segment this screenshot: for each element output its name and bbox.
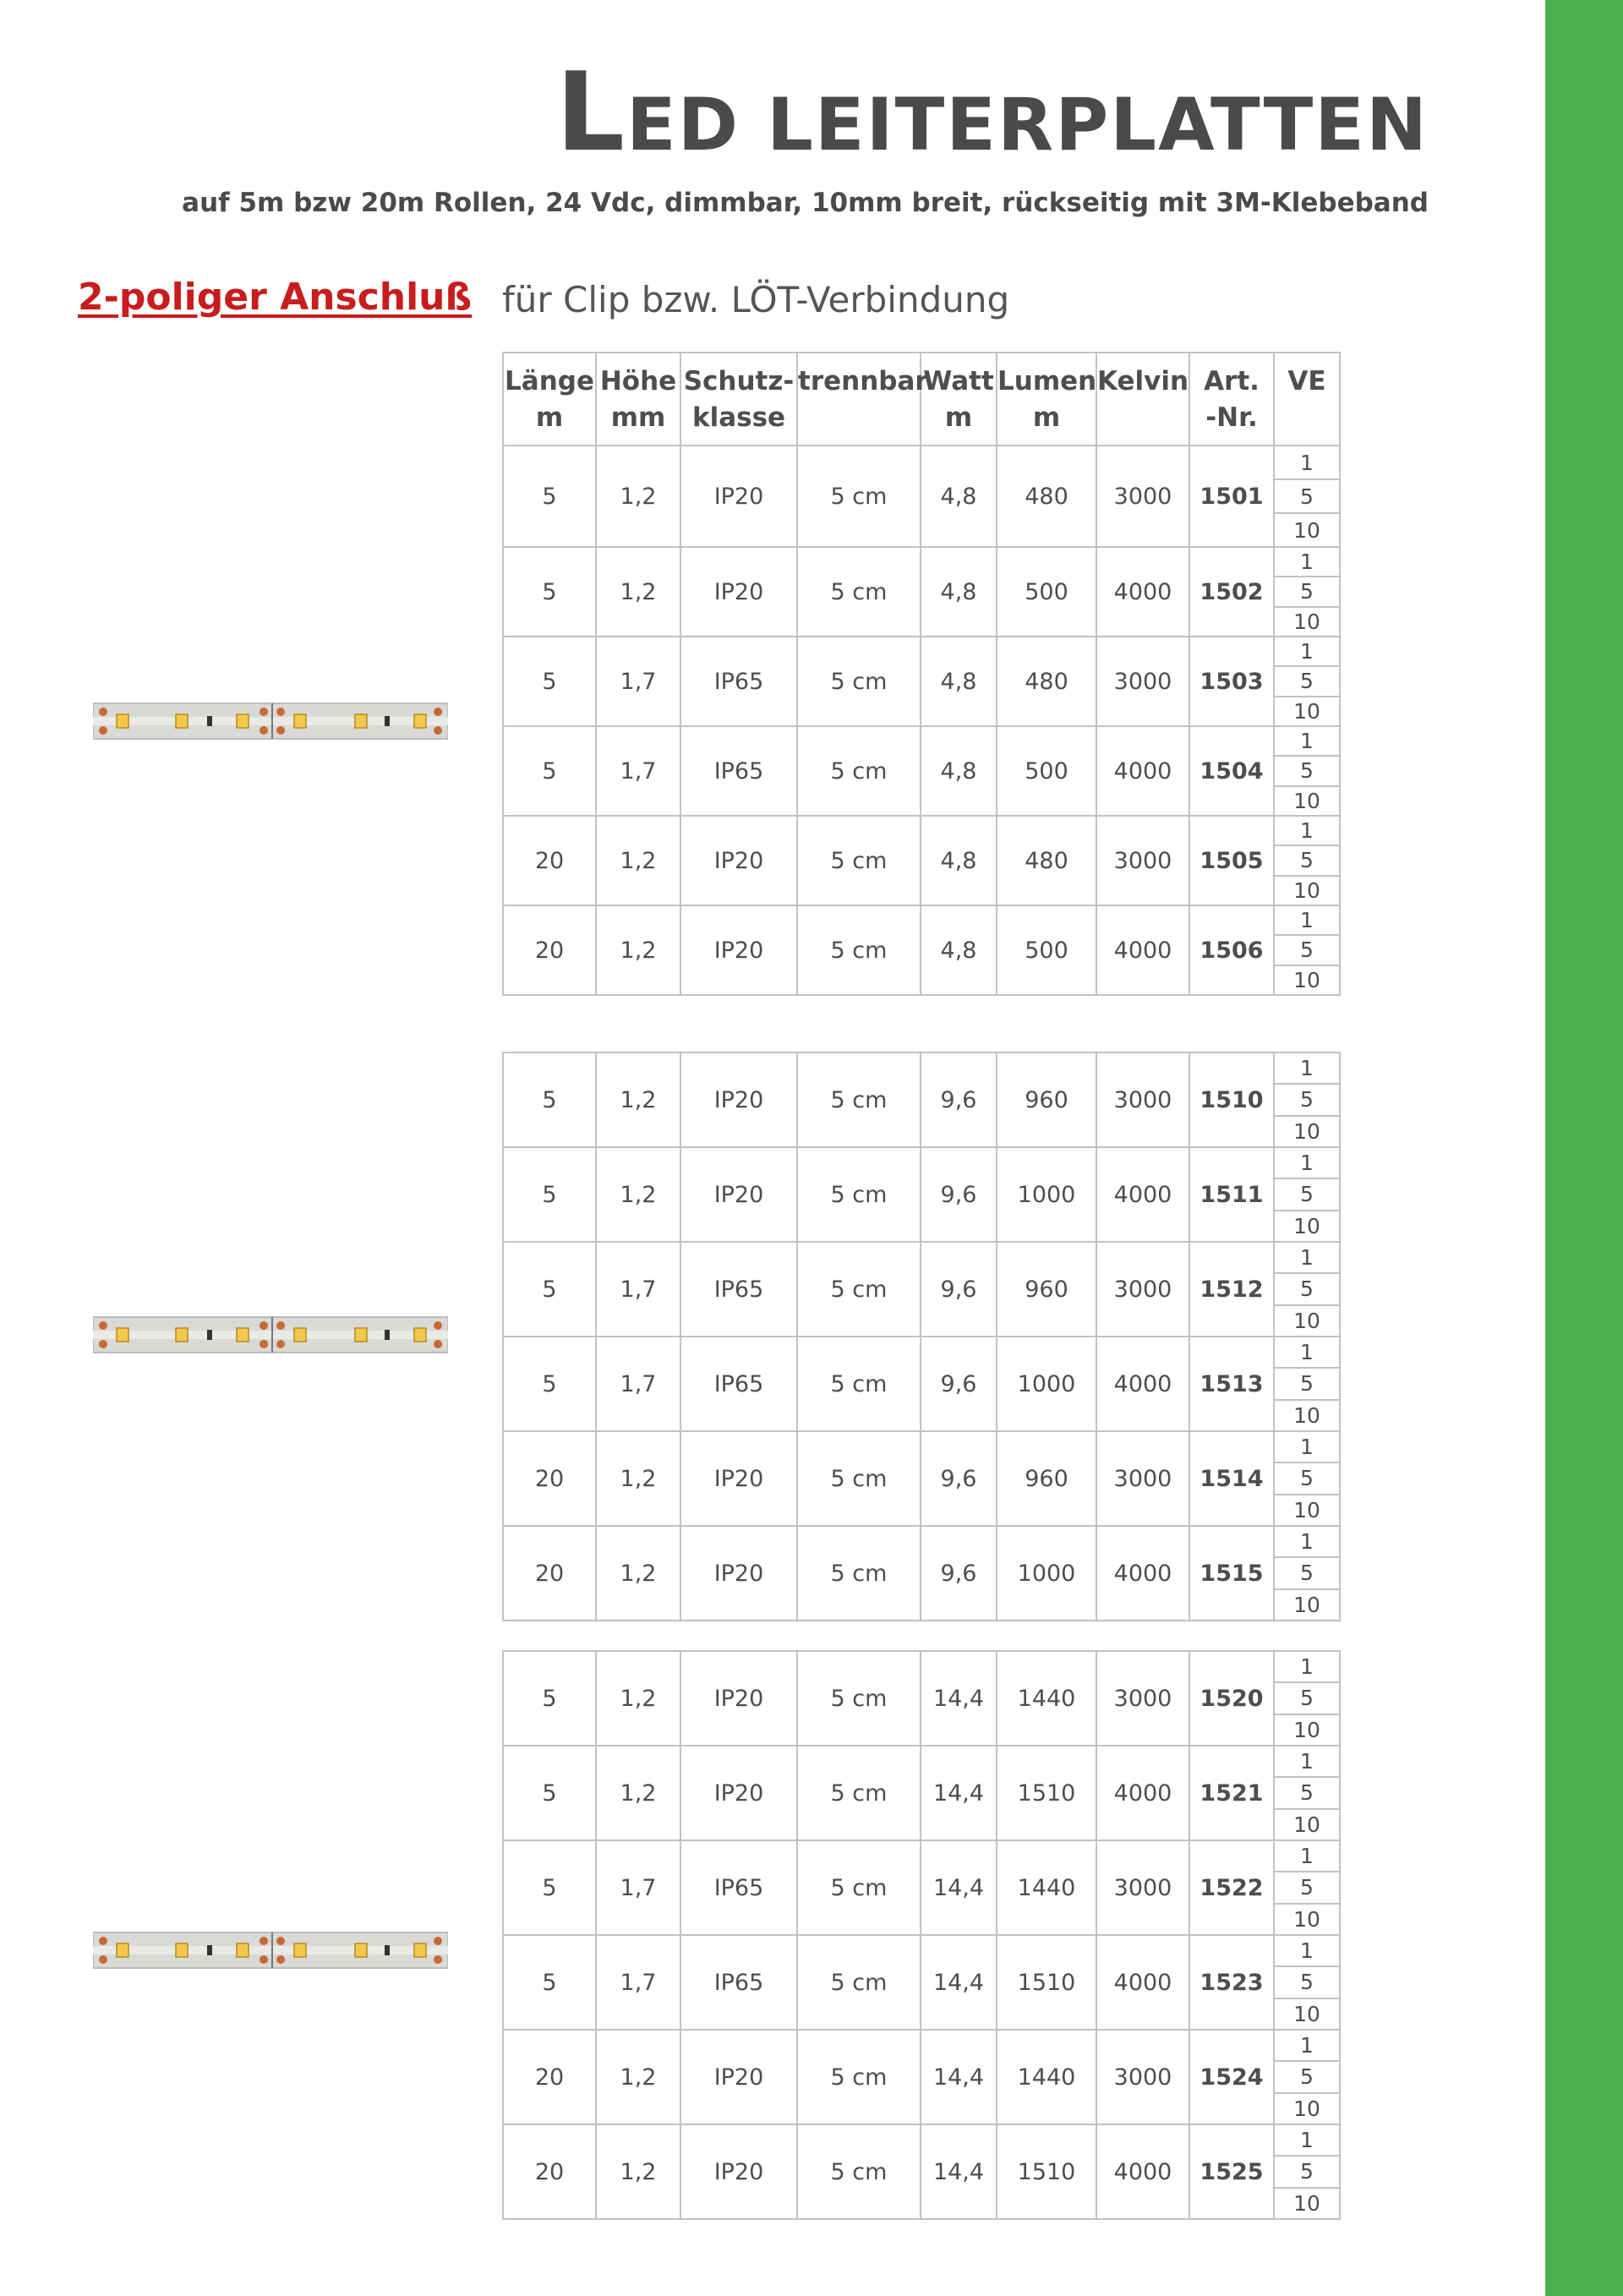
cell-schutz: IP20 (680, 2124, 797, 2219)
cell-watt: 9,6 (921, 1337, 997, 1431)
cell-kelvin: 4000 (1096, 1147, 1189, 1242)
page-title-initial: L (555, 50, 627, 176)
col-header: Art. -Nr. (1189, 353, 1274, 446)
ve-value: 5 (1275, 1683, 1339, 1714)
cell-lumen: 1440 (997, 1840, 1096, 1935)
cell-kelvin: 3000 (1096, 637, 1189, 726)
table-row (503, 1746, 1340, 1840)
cell-kelvin: 3000 (1096, 1840, 1189, 1935)
cell-lumen: 1000 (997, 1526, 1096, 1621)
ve-value: 1 (1275, 446, 1339, 480)
cell-trenn: 5 cm (797, 446, 921, 547)
ve-value: 10 (1293, 1402, 1320, 1428)
spec-table-1 (502, 352, 1341, 996)
ve-value: 10 (1293, 698, 1320, 724)
table-row (503, 1431, 1340, 1526)
ve-value: 5 (1275, 1369, 1339, 1400)
ve-value: 5 (1275, 846, 1339, 876)
cell-art: 1511 (1189, 1147, 1274, 1242)
ve-value: 5 (1275, 1085, 1339, 1116)
ve-value: 5 (1275, 1463, 1339, 1495)
table-row (503, 547, 1340, 637)
col-header: Kelvin (1096, 353, 1189, 446)
table-row (503, 726, 1340, 816)
table-header-row (503, 353, 1340, 446)
cell-ve (1274, 1651, 1340, 1746)
cell-hoehe: 1,2 (596, 1651, 680, 1746)
led-strip-icon (93, 1315, 448, 1354)
cell-hoehe: 1,2 (596, 1526, 680, 1621)
cell-watt: 14,4 (921, 1651, 997, 1746)
ve-value: 5 (1275, 1558, 1339, 1589)
cell-laenge: 5 (503, 446, 596, 547)
col-header: trennbar (797, 353, 921, 446)
ve-value: 1 (1275, 1148, 1339, 1179)
cell-trenn: 5 cm (797, 905, 921, 995)
cell-trenn: 5 cm (797, 1840, 921, 1935)
cell-art: 1525 (1189, 2124, 1274, 2219)
cell-schutz: IP20 (680, 1746, 797, 1840)
cell-schutz: IP20 (680, 547, 797, 637)
table-row (503, 1526, 1340, 1621)
cell-hoehe: 1,2 (596, 1431, 680, 1526)
ve-value: 10 (1293, 2096, 1320, 2121)
cell-watt: 4,8 (921, 726, 997, 816)
cell-art: 1510 (1189, 1052, 1274, 1147)
cell-hoehe: 1,7 (596, 637, 680, 726)
table-row (503, 1935, 1340, 2030)
cell-watt: 14,4 (921, 2030, 997, 2124)
table-row (503, 1052, 1340, 1147)
ve-value: 10 (1293, 1308, 1320, 1333)
cell-art: 1520 (1189, 1651, 1274, 1746)
cell-ve (1274, 816, 1340, 905)
cell-watt: 9,6 (921, 1242, 997, 1337)
cell-laenge: 5 (503, 1840, 596, 1935)
cell-watt: 9,6 (921, 1431, 997, 1526)
spec-table-2 (502, 1052, 1341, 1621)
cell-lumen: 960 (997, 1431, 1096, 1526)
cell-laenge: 20 (503, 905, 596, 995)
ve-value: 5 (1275, 1778, 1339, 1809)
cell-laenge: 5 (503, 547, 596, 637)
cell-schutz: IP20 (680, 1431, 797, 1526)
cell-laenge: 5 (503, 1935, 596, 2030)
cell-lumen: 500 (997, 726, 1096, 816)
cell-lumen: 480 (997, 637, 1096, 726)
spec-table-3 (502, 1650, 1341, 2220)
cell-art: 1506 (1189, 905, 1274, 995)
cell-art: 1501 (1189, 446, 1274, 547)
cell-watt: 4,8 (921, 547, 997, 637)
col-header: Lumen m (997, 353, 1096, 446)
cell-hoehe: 1,2 (596, 1052, 680, 1147)
cell-kelvin: 4000 (1096, 2124, 1189, 2219)
ve-value: 10 (1293, 877, 1320, 903)
led-strip-icon (93, 1931, 448, 1970)
cell-hoehe: 1,7 (596, 1935, 680, 2030)
ve-value: 1 (1275, 1527, 1339, 1558)
cell-watt: 14,4 (921, 1935, 997, 2030)
cell-laenge: 20 (503, 2124, 596, 2219)
col-header: Höhe mm (596, 353, 680, 446)
cell-trenn: 5 cm (797, 547, 921, 637)
cell-kelvin: 3000 (1096, 1242, 1189, 1337)
ve-value: 1 (1275, 1243, 1339, 1274)
cell-kelvin: 3000 (1096, 1431, 1189, 1526)
cell-kelvin: 4000 (1096, 547, 1189, 637)
cell-kelvin: 4000 (1096, 1526, 1189, 1621)
table-row (503, 816, 1340, 905)
cell-trenn: 5 cm (797, 726, 921, 816)
ve-value: 5 (1275, 1179, 1339, 1211)
ve-value: 5 (1275, 480, 1339, 514)
cell-watt: 4,8 (921, 637, 997, 726)
cell-kelvin: 3000 (1096, 816, 1189, 905)
cell-trenn: 5 cm (797, 1052, 921, 1147)
cell-kelvin: 4000 (1096, 1337, 1189, 1431)
page-title (555, 50, 1429, 176)
cell-schutz: IP65 (680, 637, 797, 726)
section-title: 2-poliger Anschluß (78, 276, 473, 319)
table-row (503, 2124, 1340, 2219)
cell-watt: 14,4 (921, 1746, 997, 1840)
cell-kelvin: 4000 (1096, 905, 1189, 995)
cell-hoehe: 1,2 (596, 547, 680, 637)
cell-art: 1505 (1189, 816, 1274, 905)
cell-kelvin: 3000 (1096, 2030, 1189, 2124)
cell-lumen: 500 (997, 905, 1096, 995)
cell-schutz: IP20 (680, 1052, 797, 1147)
ve-value: 1 (1275, 548, 1339, 577)
ve-value: 10 (1293, 1717, 1320, 1742)
table-row (503, 905, 1340, 995)
cell-ve (1274, 637, 1340, 726)
cell-trenn: 5 cm (797, 2030, 921, 2124)
cell-watt: 9,6 (921, 1147, 997, 1242)
cell-kelvin: 3000 (1096, 1651, 1189, 1746)
cell-hoehe: 1,2 (596, 816, 680, 905)
ve-value: 10 (1293, 609, 1320, 634)
table-row (503, 446, 1340, 547)
cell-schutz: IP65 (680, 1242, 797, 1337)
cell-hoehe: 1,7 (596, 1840, 680, 1935)
cell-trenn: 5 cm (797, 1147, 921, 1242)
col-header: Watt m (921, 353, 997, 446)
cell-lumen: 1000 (997, 1337, 1096, 1431)
cell-watt: 9,6 (921, 1526, 997, 1621)
cell-kelvin: 4000 (1096, 1746, 1189, 1840)
cell-lumen: 480 (997, 816, 1096, 905)
cell-ve (1274, 726, 1340, 816)
ve-value: 5 (1275, 577, 1339, 607)
cell-art: 1514 (1189, 1431, 1274, 1526)
ve-value: 5 (1275, 667, 1339, 697)
cell-hoehe: 1,2 (596, 1147, 680, 1242)
cell-laenge: 5 (503, 1337, 596, 1431)
cell-art: 1524 (1189, 2030, 1274, 2124)
table-row (503, 1147, 1340, 1242)
cell-trenn: 5 cm (797, 816, 921, 905)
page-title-rest: ED LEITERPLATTEN (626, 83, 1429, 167)
ve-value: 10 (1293, 1592, 1320, 1617)
cell-hoehe: 1,2 (596, 2030, 680, 2124)
ve-value: 1 (1275, 727, 1339, 757)
cell-schutz: IP20 (680, 1526, 797, 1621)
cell-trenn: 5 cm (797, 1337, 921, 1431)
ve-value: 10 (1293, 1497, 1320, 1522)
ve-value: 1 (1275, 1747, 1339, 1778)
table-row (503, 2030, 1340, 2124)
cell-laenge: 5 (503, 1651, 596, 1746)
cell-laenge: 20 (503, 816, 596, 905)
cell-laenge: 5 (503, 637, 596, 726)
cell-art: 1521 (1189, 1746, 1274, 1840)
cell-schutz: IP20 (680, 446, 797, 547)
cell-ve (1274, 1935, 1340, 2030)
cell-watt: 14,4 (921, 2124, 997, 2219)
table-row (503, 1651, 1340, 1746)
ve-value: 1 (1275, 906, 1339, 936)
cell-schutz: IP65 (680, 1337, 797, 1431)
cell-lumen: 1440 (997, 2030, 1096, 2124)
cell-hoehe: 1,2 (596, 1746, 680, 1840)
ve-value: 1 (1275, 1053, 1339, 1085)
cell-schutz: IP20 (680, 2030, 797, 2124)
table-row (503, 1840, 1340, 1935)
ve-value: 1 (1275, 1337, 1339, 1369)
ve-value: 1 (1275, 1936, 1339, 1967)
cell-trenn: 5 cm (797, 1935, 921, 2030)
cell-laenge: 20 (503, 1526, 596, 1621)
cell-ve (1274, 1431, 1340, 1526)
table-row (503, 637, 1340, 726)
col-header: Länge m (503, 353, 596, 446)
table-row (503, 1337, 1340, 1431)
ve-value: 5 (1275, 1967, 1339, 1998)
ve-value: 10 (1293, 2001, 1320, 2026)
cell-laenge: 20 (503, 2030, 596, 2124)
led-strip-icon (93, 702, 448, 741)
cell-lumen: 960 (997, 1242, 1096, 1337)
ve-value: 1 (1275, 2031, 1339, 2062)
cell-kelvin: 3000 (1096, 1052, 1189, 1147)
cell-art: 1502 (1189, 547, 1274, 637)
cell-schutz: IP65 (680, 1935, 797, 2030)
ve-value: 10 (1293, 1118, 1320, 1144)
cell-lumen: 1510 (997, 2124, 1096, 2219)
ve-value: 10 (1293, 788, 1320, 813)
col-header: Schutz- klasse (680, 353, 797, 446)
cell-laenge: 20 (503, 1431, 596, 1526)
ve-value: 5 (1275, 2062, 1339, 2093)
cell-ve (1274, 2124, 1340, 2219)
ve-value: 5 (1275, 936, 1339, 965)
cell-lumen: 1000 (997, 1147, 1096, 1242)
cell-hoehe: 1,2 (596, 2124, 680, 2219)
cell-art: 1504 (1189, 726, 1274, 816)
cell-trenn: 5 cm (797, 1431, 921, 1526)
cell-schutz: IP20 (680, 1651, 797, 1746)
cell-art: 1512 (1189, 1242, 1274, 1337)
cell-lumen: 1510 (997, 1746, 1096, 1840)
page-subtitle: auf 5m bzw 20m Rollen, 24 Vdc, dimmbar, 10mm breit, rückseitig mit 3M-Klebeband (182, 188, 1429, 218)
ve-value: 10 (1293, 1213, 1320, 1238)
cell-watt: 4,8 (921, 816, 997, 905)
cell-hoehe: 1,2 (596, 446, 680, 547)
cell-laenge: 5 (503, 1242, 596, 1337)
cell-art: 1523 (1189, 1935, 1274, 2030)
ve-value: 10 (1293, 2190, 1320, 2216)
cell-ve (1274, 1052, 1340, 1147)
cell-ve (1274, 905, 1340, 995)
cell-kelvin: 4000 (1096, 726, 1189, 816)
col-header: VE (1274, 353, 1340, 446)
cell-kelvin: 4000 (1096, 1935, 1189, 2030)
cell-lumen: 960 (997, 1052, 1096, 1147)
cell-schutz: IP20 (680, 905, 797, 995)
cell-trenn: 5 cm (797, 1242, 921, 1337)
cell-trenn: 5 cm (797, 1746, 921, 1840)
cell-schutz: IP20 (680, 1147, 797, 1242)
ve-value: 10 (1293, 967, 1320, 992)
cell-lumen: 1510 (997, 1935, 1096, 2030)
ve-value: 1 (1275, 2125, 1339, 2157)
cell-laenge: 5 (503, 1052, 596, 1147)
cell-hoehe: 1,7 (596, 1242, 680, 1337)
cell-lumen: 500 (997, 547, 1096, 637)
cell-art: 1515 (1189, 1526, 1274, 1621)
cell-kelvin: 3000 (1096, 446, 1189, 547)
green-side-bar (1545, 0, 1623, 2296)
cell-laenge: 5 (503, 726, 596, 816)
ve-value: 5 (1275, 757, 1339, 786)
ve-value: 5 (1275, 1872, 1339, 1904)
cell-ve (1274, 1147, 1340, 1242)
cell-trenn: 5 cm (797, 1651, 921, 1746)
cell-hoehe: 1,7 (596, 726, 680, 816)
cell-ve (1274, 547, 1340, 637)
ve-value: 1 (1275, 637, 1339, 667)
cell-watt: 4,8 (921, 446, 997, 547)
ve-value: 10 (1293, 517, 1320, 543)
cell-hoehe: 1,2 (596, 905, 680, 995)
cell-ve (1274, 446, 1340, 547)
cell-ve (1274, 1840, 1340, 1935)
cell-laenge: 5 (503, 1147, 596, 1242)
cell-ve (1274, 1337, 1340, 1431)
section-subtitle: für Clip bzw. LÖT-Verbindung (502, 279, 1010, 320)
cell-schutz: IP20 (680, 816, 797, 905)
cell-lumen: 480 (997, 446, 1096, 547)
cell-art: 1522 (1189, 1840, 1274, 1935)
cell-ve (1274, 1526, 1340, 1621)
ve-value: 10 (1293, 1812, 1320, 1837)
cell-art: 1513 (1189, 1337, 1274, 1431)
cell-trenn: 5 cm (797, 2124, 921, 2219)
cell-watt: 9,6 (921, 1052, 997, 1147)
ve-value: 1 (1275, 817, 1339, 846)
cell-hoehe: 1,7 (596, 1337, 680, 1431)
cell-art: 1503 (1189, 637, 1274, 726)
ve-value: 10 (1293, 1906, 1320, 1932)
ve-value: 5 (1275, 1274, 1339, 1305)
cell-schutz: IP65 (680, 726, 797, 816)
cell-ve (1274, 1242, 1340, 1337)
cell-schutz: IP65 (680, 1840, 797, 1935)
ve-value: 5 (1275, 2157, 1339, 2188)
cell-trenn: 5 cm (797, 1526, 921, 1621)
cell-ve (1274, 2030, 1340, 2124)
table-row (503, 1242, 1340, 1337)
cell-watt: 14,4 (921, 1840, 997, 1935)
ve-value: 1 (1275, 1432, 1339, 1463)
cell-lumen: 1440 (997, 1651, 1096, 1746)
cell-laenge: 5 (503, 1746, 596, 1840)
ve-value: 1 (1275, 1841, 1339, 1872)
ve-value: 1 (1275, 1652, 1339, 1683)
cell-ve (1274, 1746, 1340, 1840)
cell-watt: 4,8 (921, 905, 997, 995)
cell-trenn: 5 cm (797, 637, 921, 726)
